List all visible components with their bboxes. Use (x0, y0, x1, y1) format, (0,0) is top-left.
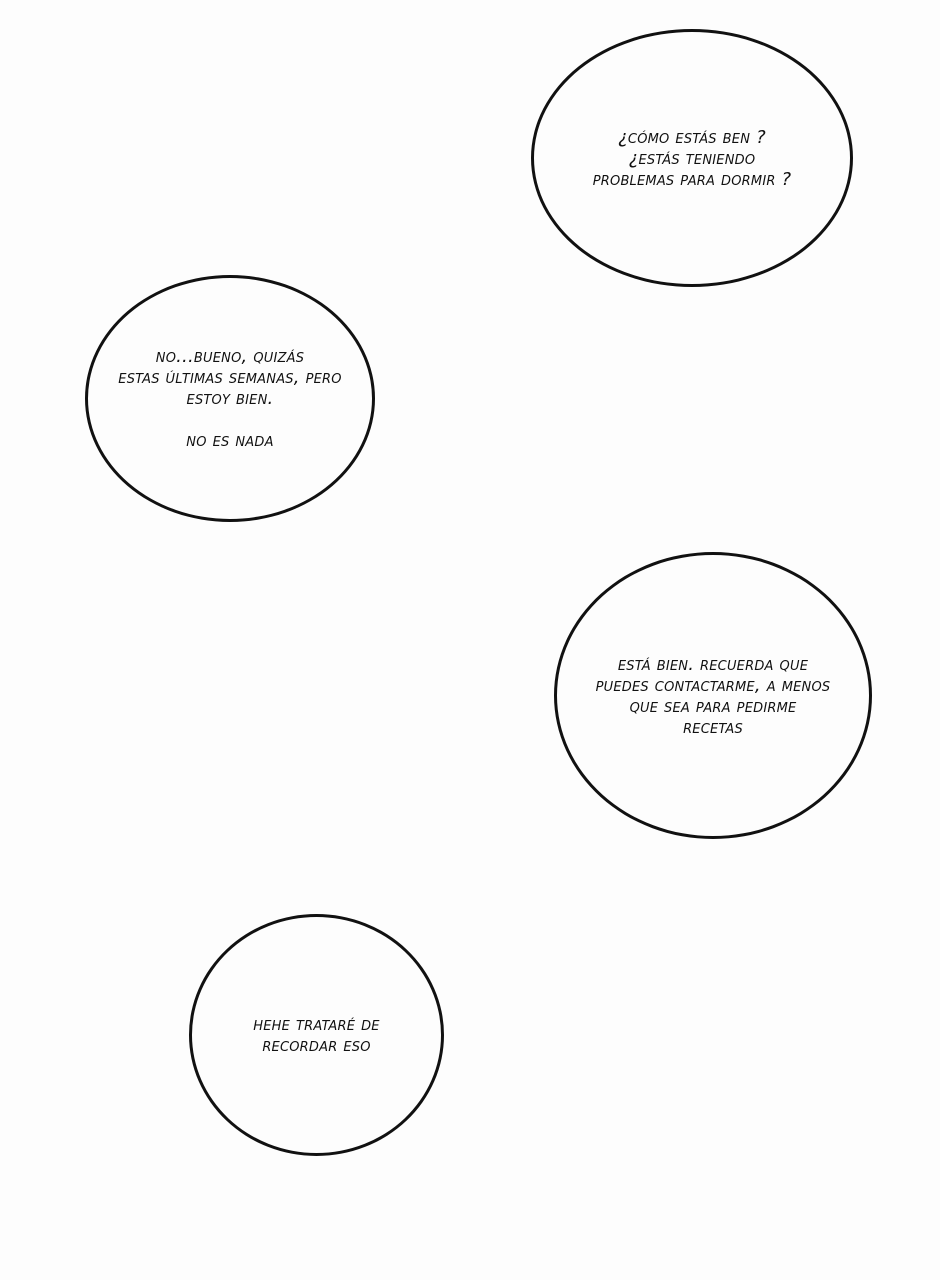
speech-bubble-4-text: hehe trataré de recordar eso (253, 1014, 380, 1056)
speech-bubble-4 (189, 914, 444, 1156)
speech-bubble-3 (554, 552, 872, 839)
speech-bubble-3-text: está bien. recuerda que puedes contactarme, a menos que sea para pedirme recetas (595, 653, 831, 738)
speech-bubble-1 (531, 29, 853, 287)
speech-bubble-2 (85, 275, 375, 522)
speech-bubble-2-text: no...bueno, quizás estas últimas semanas, pero estoy bien. no es nada (118, 346, 342, 451)
speech-bubble-1-text: ¿cómo estás ben ? ¿estás teniendo problemas para dormir ? (592, 126, 792, 190)
